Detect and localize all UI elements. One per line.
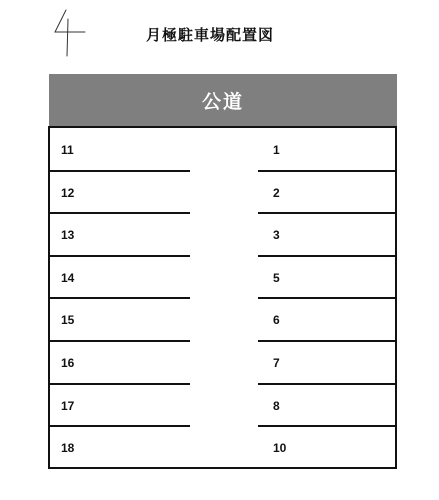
parking-slot-left-1-number: 11 [61, 143, 74, 157]
parking-slot-right-3-number: 3 [273, 228, 280, 243]
parking-slot-divider-right-2 [258, 212, 397, 214]
parking-slot-divider-right-6 [258, 383, 397, 385]
parking-slot-divider-right-4 [258, 297, 397, 299]
north-arrow-mark [52, 6, 92, 58]
parking-slot-divider-left-6 [50, 383, 190, 385]
parking-lot [48, 126, 397, 469]
parking-slot-right-6-number: 7 [273, 356, 280, 370]
parking-slot-left-8-number: 18 [61, 441, 75, 456]
parking-slot-left-5-number: 15 [61, 313, 75, 328]
parking-slot-right-2-number: 2 [273, 185, 280, 200]
parking-slot-right-5-number: 6 [273, 313, 280, 328]
parking-slot-divider-left-2 [50, 212, 190, 214]
parking-slot-divider-left-4 [50, 297, 190, 299]
parking-slot-divider-left-7 [50, 425, 190, 427]
parking-slot-right-7-number: 8 [273, 398, 280, 413]
parking-slot-divider-right-1 [258, 170, 397, 172]
parking-slot-divider-left-5 [50, 340, 190, 342]
parking-slot-right-8-number: 10 [273, 441, 287, 456]
parking-slot-right-4-number: 5 [273, 270, 280, 285]
parking-slot-left-3-number: 13 [61, 228, 75, 243]
parking-slot-divider-right-3 [258, 255, 397, 257]
parking-slot-divider-right-7 [258, 425, 397, 427]
parking-slot-divider-left-3 [50, 255, 190, 257]
public-road [49, 74, 397, 126]
public-road-label: 公道 [201, 90, 244, 113]
parking-slot-left-2-number: 12 [61, 185, 75, 200]
parking-slot-left-6-number: 16 [61, 356, 75, 370]
parking-slot-right-1-number: 1 [273, 143, 280, 157]
page-title: 月極駐車場配置図 [146, 26, 275, 44]
parking-slot-divider-right-5 [258, 340, 397, 342]
parking-slot-left-7-number: 17 [61, 398, 75, 413]
parking-slot-divider-left-1 [50, 170, 190, 172]
parking-slot-left-4-number: 14 [61, 270, 75, 285]
